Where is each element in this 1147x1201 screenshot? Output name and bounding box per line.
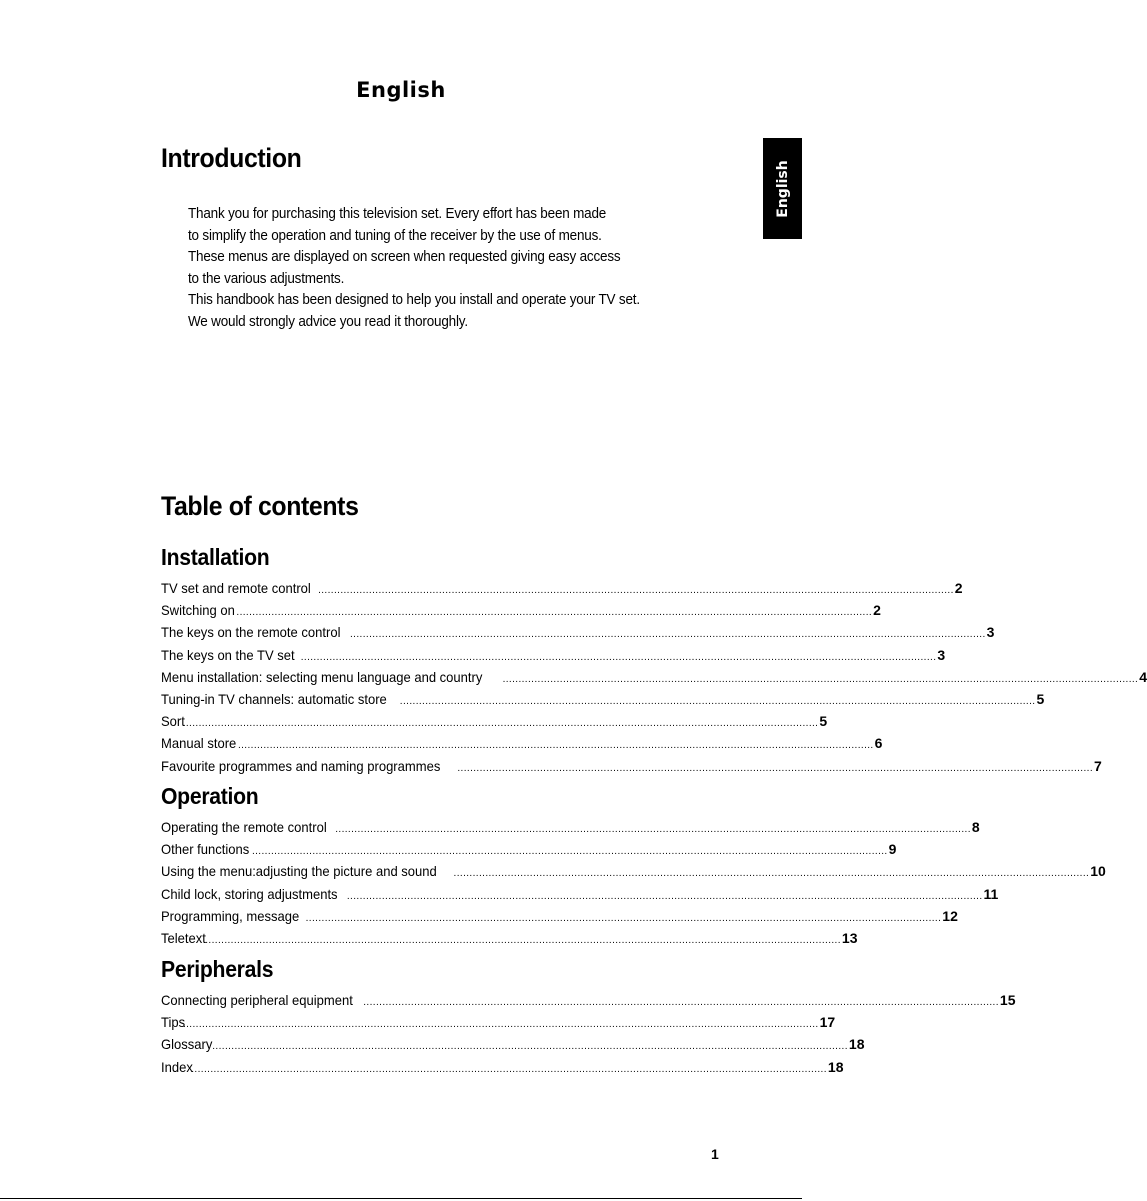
toc-leader-dots: ........................................................................................................................................................................................................ xyxy=(191,1063,827,1075)
toc-leader-dots: ........................................................................................................................................................................................................ xyxy=(502,673,1139,685)
toc-list-operation xyxy=(161,817,1106,950)
toc-entry-page: 2 xyxy=(954,580,963,596)
toc-entry-text: Other functions xyxy=(161,841,250,858)
toc-entry[interactable] xyxy=(161,600,881,622)
intro-line: to the various adjustments. xyxy=(188,270,345,287)
language-header: English xyxy=(356,78,446,102)
toc-entry[interactable] xyxy=(161,1012,836,1034)
toc-leader-dots: ........................................................................................................................................................................................................ xyxy=(363,997,999,1008)
intro-line: Thank you for purchasing this television set. Every effort has been made xyxy=(188,206,607,222)
toc-entry-page: 7 xyxy=(1094,757,1102,774)
toc-entry[interactable] xyxy=(161,645,946,667)
toc-entry[interactable] xyxy=(161,711,828,733)
intro-line: to simplify the operation and tuning of the receiver by the use of menus. xyxy=(188,227,602,244)
toc-entry[interactable] xyxy=(161,906,958,928)
toc-entry-page: 10 xyxy=(1090,863,1106,880)
toc-entry-text: Tuning-in TV channels: automatic store xyxy=(161,690,387,707)
toc-list-peripherals xyxy=(161,990,1016,1079)
toc-leader-dots: ........................................................................................................................................................................................................ xyxy=(399,695,1036,707)
toc-entry[interactable] xyxy=(161,884,999,906)
toc-entry[interactable] xyxy=(161,839,897,861)
introduction-title: Introduction xyxy=(161,143,302,173)
toc-entry-page: 18 xyxy=(827,1058,844,1075)
toc-entry-text: Favourite programmes and naming programmes xyxy=(161,757,441,774)
introduction-text xyxy=(188,204,748,333)
toc-leader-dots: ........................................................................................................................................................................................................ xyxy=(453,868,1090,880)
toc-entry-page: 8 xyxy=(971,819,980,835)
bottom-divider xyxy=(0,1198,802,1199)
toc-entry-page: 5 xyxy=(819,713,828,730)
toc-leader-dots: ........................................................................................................................................................................................................ xyxy=(318,585,954,596)
toc-entry[interactable] xyxy=(161,756,1102,778)
toc-entry[interactable] xyxy=(161,733,883,755)
toc-title: Table of contents xyxy=(161,491,359,521)
toc-leader-dots: ........................................................................................................................................................................................................ xyxy=(251,846,888,858)
toc-entry-text: Tips xyxy=(161,1014,186,1031)
toc-leader-dots: ........................................................................................................................................................................................................ xyxy=(212,1041,848,1053)
toc-entry-page: 4 xyxy=(1139,668,1147,685)
toc-leader-dots: ........................................................................................................................................................................................................ xyxy=(305,912,942,924)
toc-entry-page: 18 xyxy=(848,1036,865,1053)
toc-leader-dots: ........................................................................................................................................................................................................ xyxy=(457,762,1094,774)
toc-leader-dots: ........................................................................................................................................................................................................ xyxy=(346,890,983,902)
toc-entry[interactable] xyxy=(161,990,1016,1012)
toc-entry-page: 2 xyxy=(873,602,881,619)
toc-list-installation xyxy=(161,578,1147,778)
toc-entry-text: Sort xyxy=(161,713,185,730)
toc-entry-text: The keys on the remote control xyxy=(161,624,341,641)
toc-entry[interactable] xyxy=(161,578,963,600)
language-side-tab xyxy=(763,138,802,239)
toc-section-heading-operation: Operation xyxy=(161,783,259,809)
toc-entry-text: Glossary xyxy=(161,1036,213,1053)
toc-entry-text: The keys on the TV set xyxy=(161,646,295,663)
toc-entry-text: Programming, message xyxy=(161,907,300,924)
toc-entry[interactable] xyxy=(161,861,1106,883)
toc-entry[interactable] xyxy=(161,1057,844,1079)
toc-entry[interactable] xyxy=(161,689,1045,711)
side-tab-label: English xyxy=(774,159,791,218)
toc-entry-text: Switching on xyxy=(161,602,235,619)
toc-entry-text: Operating the remote control xyxy=(161,819,327,835)
toc-entry-text: Child lock, storing adjustments xyxy=(161,885,338,902)
page-number: 1 xyxy=(711,1146,719,1162)
intro-line: We would strongly advice you read it thoroughly. xyxy=(188,313,468,330)
toc-entry[interactable] xyxy=(161,1034,865,1056)
toc-leader-dots: ........................................................................................................................................................................................................ xyxy=(236,607,873,619)
toc-leader-dots: ........................................................................................................................................................................................................ xyxy=(205,934,841,946)
toc-entry-text: Index xyxy=(161,1058,193,1075)
intro-line: This handbook has been designed to help you install and operate your TV set. xyxy=(188,292,640,308)
toc-entry-text: Teletext xyxy=(161,929,206,946)
toc-entry-page: 9 xyxy=(888,841,897,858)
toc-entry[interactable] xyxy=(161,667,1147,689)
toc-leader-dots: ........................................................................................................................................................................................................ xyxy=(182,718,819,730)
toc-entry-text: TV set and remote control xyxy=(161,580,311,596)
toc-entry-text: Menu installation: selecting menu language and country xyxy=(161,668,483,685)
toc-entry-page: 5 xyxy=(1036,690,1045,707)
toc-entry[interactable] xyxy=(161,817,980,839)
toc-entry-page: 3 xyxy=(937,646,946,663)
toc-entry-page: 6 xyxy=(874,735,883,752)
toc-leader-dots: ........................................................................................................................................................................................................ xyxy=(335,824,971,835)
toc-leader-dots: ........................................................................................................................................................................................................ xyxy=(350,629,986,641)
toc-section-heading-installation: Installation xyxy=(161,544,270,570)
toc-entry-text: Connecting peripheral equipment xyxy=(161,992,353,1008)
toc-entry-page: 3 xyxy=(986,624,995,641)
toc-entry[interactable] xyxy=(161,928,858,950)
toc-entry-text: Using the menu:adjusting the picture and sound xyxy=(161,863,437,880)
toc-entry-page: 12 xyxy=(942,907,958,924)
toc-section-heading-peripherals: Peripherals xyxy=(161,956,274,982)
intro-line: These menus are displayed on screen when requested giving easy access xyxy=(188,249,621,265)
toc-leader-dots: ........................................................................................................................................................................................................ xyxy=(300,651,937,663)
toc-entry[interactable] xyxy=(161,622,995,644)
toc-entry-page: 13 xyxy=(841,929,858,946)
toc-entry-page: 11 xyxy=(983,885,999,902)
toc-entry-page: 17 xyxy=(819,1014,836,1031)
toc-leader-dots: ........................................................................................................................................................................................................ xyxy=(237,740,874,752)
toc-leader-dots: ........................................................................................................................................................................................................ xyxy=(182,1019,819,1031)
toc-entry-text: Manual store xyxy=(161,735,237,752)
toc-entry-page: 15 xyxy=(999,992,1016,1008)
